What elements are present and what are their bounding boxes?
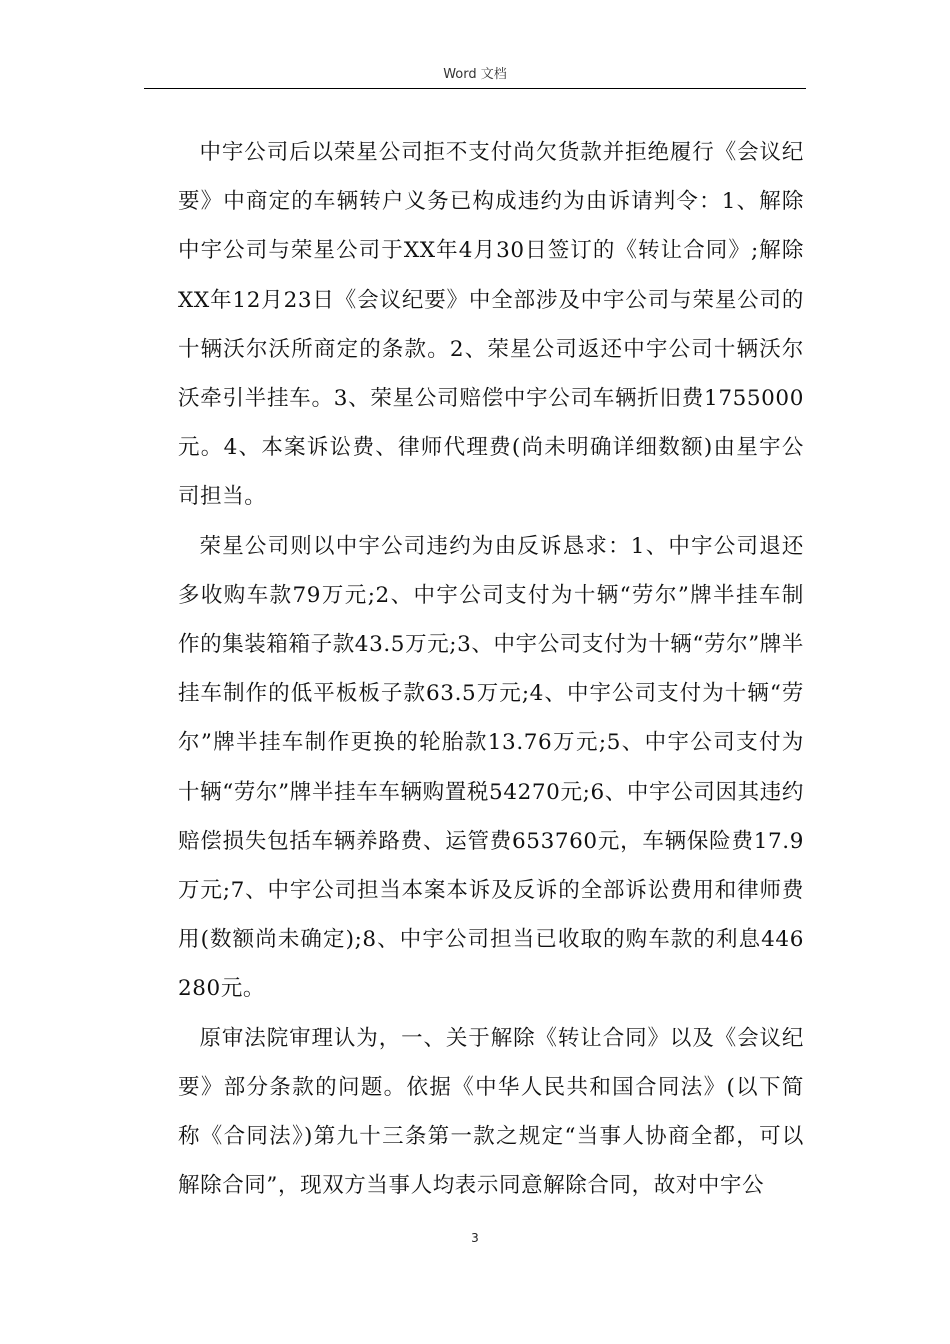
paragraph-counterclaims: 荣星公司则以中宇公司违约为由反诉恳求：1、中宇公司退还多收购车款79万元;2、中宇公司支付为十辆“劳尔”牌半挂车制作的集装箱箱子款43.5万元;3、中宇公司支付为十辆“劳尔”牌半挂车制作的低平板板子款63.5万元;4、中宇公司支付为十辆“劳尔”牌半挂车制作更换的轮胎款13.76万元;5、中宇公司支付为十辆“劳尔”牌半挂车车辆购置税54270元;6、中宇公司因其违约赔偿损失包括车辆养路费、运管费653760元，车辆保险费17.9万元;7、中宇公司担当本案本诉及反诉的全部诉讼费用和律师费用(数额尚未确定);8、中宇公司担当已收取的购车款的利息446280元。: [178, 533, 804, 1002]
document-body: [178, 128, 804, 1210]
page-header: Word 文档: [443, 67, 507, 82]
paragraph-court-findings: 原审法院审理认为，一、关于解除《转让合同》以及《会议纪要》部分条款的问题。依据《中华人民共和国合同法》(以下简称《合同法》)第九十三条第一款之规定“当事人协商全都，可以解除合同”，现双方当事人均表示同意解除合同，故对中宇公: [178, 1025, 804, 1199]
header-divider: [144, 88, 806, 89]
paragraph-lawsuit-claims: 中宇公司后以荣星公司拒不支付尚欠货款并拒绝履行《会议纪要》中商定的车辆转户义务已构成违约为由诉请判令：1、解除中宇公司与荣星公司于XX年4月30日签订的《转让合同》;解除XX年12月23日《会议纪要》中全部涉及中宇公司与荣星公司的十辆沃尔沃所商定的条款。2、荣星公司返还中宇公司十辆沃尔沃牵引半挂车。3、荣星公司赔偿中宇公司车辆折旧费1755000元。4、本案诉讼费、律师代理费(尚未明确详细数额)由星宇公司担当。: [178, 140, 804, 510]
page-number: 3: [471, 1231, 479, 1245]
